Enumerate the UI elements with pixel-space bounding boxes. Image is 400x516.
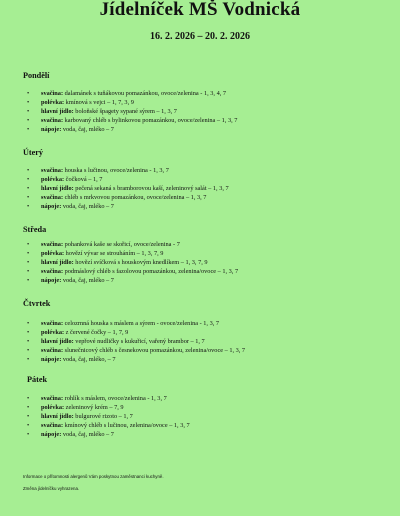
bullet-icon: • (27, 320, 30, 327)
list-item: • svačina: slunečnicový chléb s česnekovou pomazánkou, zelenina/ovoce – 1, 3, 7 (27, 347, 246, 355)
bullet-icon: • (27, 241, 30, 248)
day-heading-wednesday: Středa (23, 225, 47, 234)
list-item: • polévka: čočková – 1, 7 (27, 176, 103, 184)
list-item: • hlavní jídlo: bulgurové rizoto – 1, 7 (27, 413, 133, 421)
list-item: • hlavní jídlo: boloňské špagety sypané sýrem – 1, 3, 7 (27, 108, 177, 116)
list-item: • svačina: pohanková kaše se skořicí, ovoce/zelenina - 7 (27, 241, 180, 248)
menu-list-friday (27, 394, 190, 439)
bullet-icon: • (27, 329, 30, 337)
bullet-icon: • (27, 422, 30, 430)
bullet-icon: • (27, 395, 30, 402)
menu-list-thursday (27, 319, 245, 364)
page-title: Jídelníček MŠ Vodnická (99, 0, 301, 20)
bullet-icon: • (27, 203, 30, 211)
day-heading-thursday: Čtvrtek (23, 299, 51, 308)
list-item: • svačina: houska s lučinou, ovoce/zelenina - 1, 3, 7 (27, 167, 169, 174)
bullet-icon: • (27, 338, 30, 346)
bullet-icon: • (27, 176, 30, 184)
day-heading-monday: Pondělí (23, 71, 50, 80)
bullet-icon: • (27, 347, 30, 355)
bullet-icon: • (27, 108, 30, 116)
bullet-icon: • (27, 126, 30, 134)
bullet-icon: • (27, 185, 30, 193)
list-item: • hlavní jídlo: pečená sekaná s bramborovou kaší, zeleninový salát – 1, 3, 7 (27, 185, 229, 193)
bullet-icon: • (27, 356, 30, 364)
bullet-icon: • (27, 90, 30, 97)
bullet-icon: • (27, 431, 30, 439)
menu-list-monday (27, 89, 237, 134)
list-item: • nápoje: voda, čaj, mléko – 7 (27, 203, 114, 211)
list-item: • nápoje: voda, čaj, mléko, – 7 (27, 356, 116, 364)
list-item: • hlavní jídlo: hovězí svíčková s houskovým knedlíkem – 1, 3, 7, 9 (27, 259, 208, 267)
bullet-icon: • (27, 99, 30, 107)
change-note: Změna jídelníčku vyhrazena. (23, 486, 80, 491)
menu-list-wednesday (27, 240, 238, 285)
list-item: • nápoje: voda, čaj, mléko – 7 (27, 431, 114, 439)
list-item: • svačina: dalamánek s tuňákovou pomazánkou, ovoce/zelenina - 1, 3, 4, 7 (27, 90, 227, 97)
list-item: • polévka: hovězí vývar se strouháním – 1, 3, 7, 9 (27, 250, 164, 258)
list-item: • svačina: rohlík s máslem, ovoce/zelenina - 1, 3, 7 (27, 395, 167, 402)
list-item: • polévka: zeleninový krém – 7, 9 (27, 404, 124, 412)
day-heading-friday: Pátek (27, 375, 48, 384)
list-item: • polévka: z červené čočky – 1, 7, 9 (27, 329, 129, 337)
list-item: • nápoje: voda, čaj, mléko – 7 (27, 277, 114, 285)
allergen-note: Informace o přítomnosti alergenů Vám poskytnou zaměstnanci kuchyně. (23, 474, 164, 479)
list-item: • svačina: kmínový chléb s lučinou, zelenina/ovoce – 1, 3, 7 (27, 422, 190, 430)
bullet-icon: • (27, 404, 30, 412)
list-item: • svačina: karbovaný chléb s bylinkovou pomazánkou, ovoce/zelenina – 1, 3, 7 (27, 117, 238, 125)
list-item: • svačina: celozrnná houska s máslem a sýrem - ovoce/zelenina - 1, 3, 7 (27, 320, 220, 327)
bullet-icon: • (27, 413, 30, 421)
bullet-icon: • (27, 194, 30, 202)
bullet-icon: • (27, 277, 30, 285)
bullet-icon: • (27, 259, 30, 267)
list-item: • svačina: podmáslový chléb s fazolovou pomazánkou, zelenina/ovoce – 1, 3, 7 (27, 268, 239, 276)
bullet-icon: • (27, 268, 30, 276)
bullet-icon: • (27, 250, 30, 258)
date-range: 16. 2. 2026 – 20. 2. 2026 (150, 31, 250, 42)
list-item: • nápoje: voda, čaj, mléko – 7 (27, 126, 114, 134)
day-heading-tuesday: Úterý (23, 148, 44, 157)
list-item: • hlavní jídlo: vepřové nudličky s kukuřicí, vařený brambor – 1, 7 (27, 338, 205, 346)
bullet-icon: • (27, 117, 30, 125)
bullet-icon: • (27, 167, 30, 174)
list-item: • polévka: kmínová s vejci – 1, 7, 3, 9 (27, 99, 134, 107)
list-item: • svačina: chléb s mrkvovou pomazánkou, ovoce/zelenina – 1, 3, 7 (27, 194, 207, 202)
menu-list-tuesday (27, 166, 229, 211)
